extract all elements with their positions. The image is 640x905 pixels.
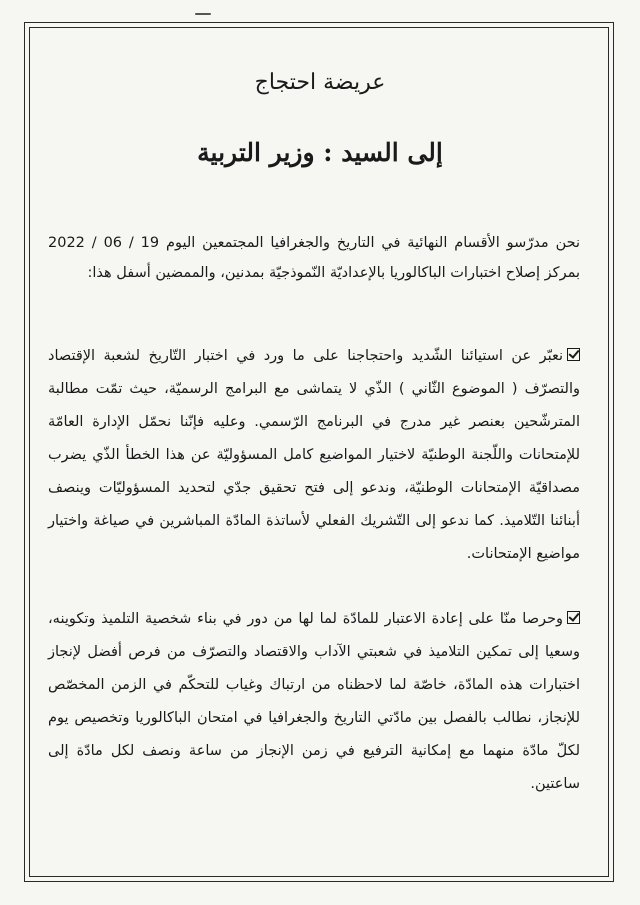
scan-mark xyxy=(195,13,211,15)
checkbox-icon xyxy=(567,611,580,624)
demand-paragraph-2 xyxy=(48,603,580,801)
addressee-line: إلى السيد : وزير التربية xyxy=(197,138,443,167)
checkbox-icon xyxy=(567,348,580,361)
intro-paragraph: نحن مدرّسو الأقسام النهائية في التاريخ والجغرافيا المجتمعين اليوم 19 / 06 / 2022 بمركز إصلاح اختبارات الباكالوريا بالإعداديّة النّموذجيّة بمدنين، والممضين أسفل هذا: xyxy=(48,235,581,281)
demand-paragraph-1-text: نعبّر عن استيائنا الشّديد واحتجاجنا على ما ورد في اختبار التّاريخ لشعبة الإقتصاد والتصرّف ( الموضوع الثّاني ) الذّي لا يتماشى مع البرامج الرسميّة، حيث تمّت مطالبة المترشّحين بعنصر غير مدرج في البرنامج الرّسمي. وعليه فإنّنا نحمّل الإدارة العامّة للإمتحانات واللّجنة الوطنيّة لاختيار المواضيع كامل المسؤوليّة عن هذا الخطأ الذّي يضرب مصداقيّة الإمتحانات الوطنيّة، وندعو إلى فتح تحقيق جدّي لتحديد المسؤوليّات وينصف أبنائنا التّلاميذ. كما ندعو إلى التّشريك الفعلي لأساتذة المادّة المباشرين في صياغة واختيار مواضيع الإمتحانات. xyxy=(48,348,580,562)
document-title: عريضة احتجاج xyxy=(254,70,386,95)
demand-paragraph-1 xyxy=(48,340,580,571)
demand-paragraph-2-text: وحرصا منّا على إعادة الاعتبار للمادّة لما لها من دور في بناء شخصية التلميذ وتكوينه، وسعيا إلى تمكين التلاميذ في شعبتي الآداب والاقتصاد والتصرّف من فرص أفضل لإنجاز اختبارات هذه المادّة، خاصّة لما لاحظناه من ارتباك وغياب للتحكّم في الزمن المخصّص للإنجاز، نطالب بالفصل بين مادّتي التاريخ والجغرافيا في امتحان الباكالوريا وتخصيص يوم لكلّ مادّة منهما مع إمكانية الترفيع في زمن الإنجاز من ساعة ونصف لكل مادّة إلى ساعتين. xyxy=(48,611,580,792)
